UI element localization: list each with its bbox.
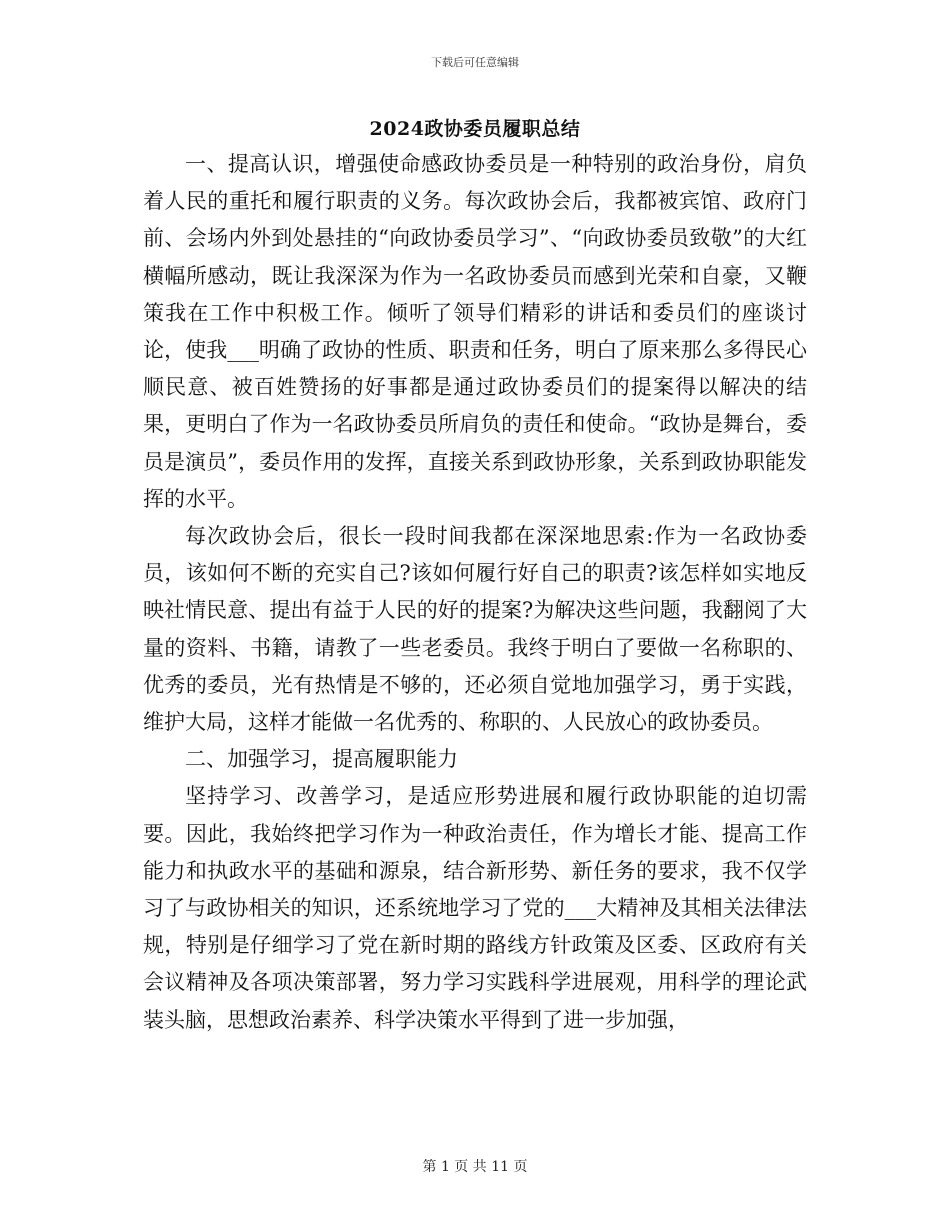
document-title: 2024政协委员履职总结 <box>369 118 581 140</box>
paragraph: 坚持学习、改善学习，是适应形势进展和履行政协职能的迫切需要。因此，我始终把学习作为一种政治责任，作为增长才能、提高工作能力和执政水平的基础和源泉，结合新形势、新任务的要求，我不仅学习了与政协相关的知识，还系统地学习了党的___大精神及其相关法律法规，特别是仔细学习了党在新时期的路线方针政策及区委、区政府有关会议精神及各项决策部署，努力学习实践科学进展观，用科学的理论武装头脑，思想政治素养、科学决策水平得到了进一步加强， <box>143 784 807 1032</box>
paragraph: 每次政协会后，很长一段时间我都在深深地思索:作为一名政协委员，该如何不断的充实自己?该如何履行好自己的职责?该怎样如实地反映社情民意、提出有益于人民的好的提案?为解决这些问题，我翻阅了大量的资料、书籍，请教了一些老委员。我终于明白了要做一名称职的、优秀的委员，光有热情是不够的，还必须自觉地加强学习，勇于实践，维护大局，这样才能做一名优秀的、称职的、人民放心的政协委员。 <box>143 524 807 735</box>
page-footer: 第 1 页 共 11 页 <box>422 1159 528 1175</box>
section-heading: 二、加强学习，提高履职能力 <box>185 747 458 772</box>
header-note: 下载后可任意编辑 <box>431 56 519 69</box>
document-body <box>143 146 807 1039</box>
paragraph: 一、提高认识，增强使命感政协委员是一种特别的政治身份，肩负着人民的重托和履行职责的义务。每次政协会后，我都被宾馆、政府门前、会场内外到处悬挂的“向政协委员学习”、“向政协委员致敬”的大红横幅所感动，既让我深深为作为一名政协委员而感到光荣和自豪，又鞭策我在工作中积极工作。倾听了领导们精彩的讲话和委员们的座谈讨论，使我___明确了政协的性质、职责和任务，明白了原来那么多得民心顺民意、被百姓赞扬的好事都是通过政协委员们的提案得以解决的结果，更明白了作为一名政协委员所肩负的责任和使命。“政协是舞台，委员是演员”，委员作用的发挥，直接关系到政协形象，关系到政协职能发挥的水平。 <box>143 152 807 511</box>
